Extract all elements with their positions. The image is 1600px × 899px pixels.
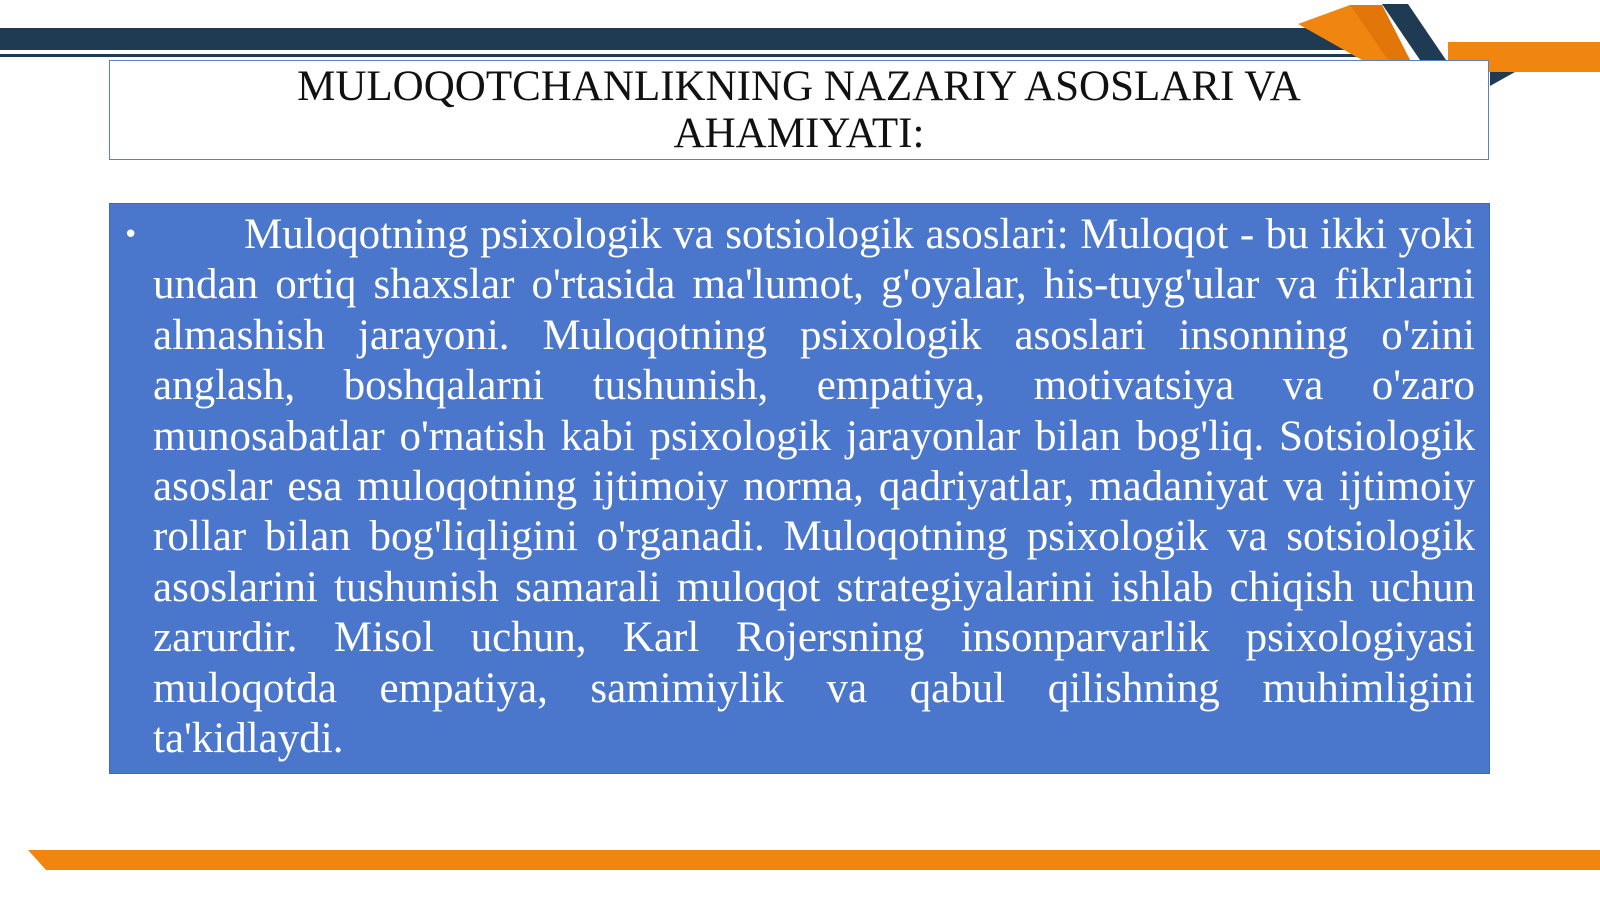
slide-title-box xyxy=(109,60,1489,160)
top-navy-band xyxy=(0,28,1370,50)
top-navy-thin-line xyxy=(0,54,1370,57)
slide-title-line-2: AHAMIYATI: xyxy=(673,110,925,157)
slide-title-line-1: MULOQOTCHANLIKNING NAZARIY ASOSLARI VA xyxy=(297,63,1301,110)
bullet-icon: • xyxy=(123,220,139,250)
body-paragraph: Muloqotning psixologik va sotsiologik asoslari: Muloqot - bu ikki yoki undan ortiq shaxslar o'rtasida ma'lumot, g'oyalar, his-tuyg'ular va fikrlarni almashish jarayoni. Muloqotning psixologik asoslari insonning o'zini anglash, boshqalarni tushunish, empatiya, motivatsiya va o'zaro munosabatlar o'rnatish kabi psixologik jarayonlar bilan bog'liq. Sotsiologik asoslar esa muloqotning ijtimoiy norma, qadriyatlar, madaniyat va ijtimoiy rollar bilan bog'liqligini o'rganadi. Muloqotning psixologik va sotsiologik asoslarini tushunish samarali muloqot strategiyalarini ishlab chiqish uchun zarurdir. Misol uchun, Karl Rojersning insonparvarlik psixologiyasi muloqotda empatiya, samimiylik va qabul qilishning muhimligini ta'kidlaydi. xyxy=(153,211,1475,763)
content-box xyxy=(109,203,1490,774)
bottom-orange-band xyxy=(28,850,1600,870)
top-navy-tab xyxy=(1490,72,1515,86)
